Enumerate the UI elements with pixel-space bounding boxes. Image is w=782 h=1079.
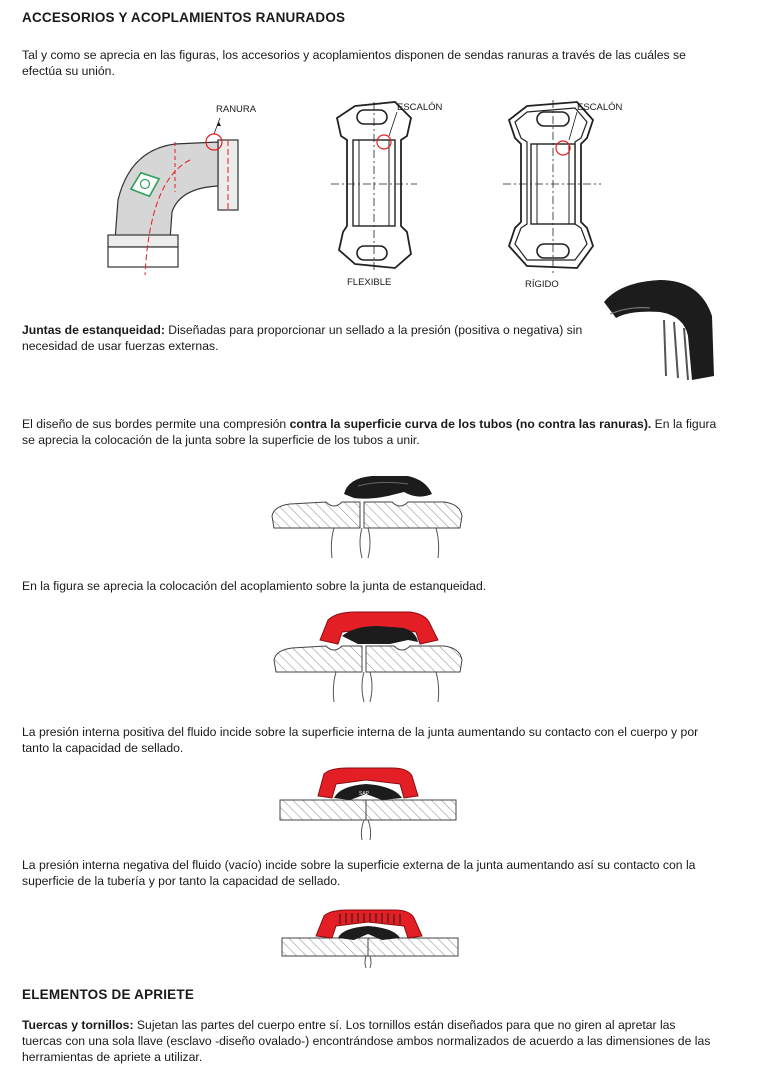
positive-pressure-figure [274, 762, 464, 840]
juntas-term: Juntas de estanqueidad: [22, 323, 165, 337]
escalon-flexible-label: ESCALÓN [397, 102, 443, 113]
bordes-lead: El diseño de sus bordes permite una compresión [22, 417, 290, 431]
presion-positiva-paragraph: La presión interna positiva del fluido incide sobre la superficie interna de la junta aumentando su contacto con el cuerpo y por tanto la capacidad de sellado. [22, 725, 699, 755]
juntas-text: Diseñadas para proporcionar un sellado a la presión (positiva o negativa) sin necesidad de usar fuerzas externas. [22, 323, 583, 353]
apriete-heading: ELEMENTOS DE APRIETE [22, 987, 195, 1002]
gasket-3d-figure [600, 276, 720, 386]
coupling-over-gasket-figure [270, 606, 468, 702]
presion-negativa-paragraph: La presión interna negativa del fluido (vacío) incide sobre la superficie externa de la junta aumentando así su contacto con la superficie de la tubería y por tanto la capacidad de sellado. [22, 858, 696, 888]
juntas-paragraph [22, 322, 607, 354]
bordes-bold: contra la superficie curva de los tubos (no contra las ranuras). [289, 417, 652, 431]
bordes-rest: En la figura se aprecia la colocación de la junta sobre la superficie de los tubos a unir. [22, 417, 717, 447]
intro-paragraph: Tal y como se aprecia en las figuras, los accesorios y acoplamientos disponen de sendas ranuras a través de las cuáles se efectúa su unión. [22, 48, 686, 78]
svg-text:SAP: SAP [359, 791, 370, 797]
tuercas-term: Tuercas y tornillos: [22, 1018, 134, 1032]
bordes-paragraph [22, 416, 722, 448]
escalon-rigido-label: ESCALÓN [577, 102, 623, 113]
elbow-fitting-figure [100, 100, 260, 280]
ranura-label: RANURA [216, 104, 257, 115]
page-title: ACCESORIOS Y ACOPLAMIENTOS RANURADOS [22, 10, 346, 25]
tuercas-text: Sujetan las partes del cuerpo entre sí. Los tornillos están diseñados para que no giren al apretar las tuercas con una sola llave (esclavo -diseño ovalado-) encontrándose ambos normalizados de acuerdo a las dimensiones de las herramientas de apriete a utilizar. [22, 1018, 711, 1064]
flexible-coupling-figure [325, 96, 465, 296]
rigido-label: RÍGIDO [525, 279, 559, 290]
negative-pressure-figure [276, 906, 464, 970]
flexible-label: FLEXIBLE [347, 277, 392, 288]
rigid-coupling-figure [497, 94, 647, 298]
tuercas-paragraph [22, 1017, 712, 1065]
acoplamiento-paragraph: En la figura se aprecia la colocación del acoplamiento sobre la junta de estanqueidad. [22, 579, 487, 593]
gasket-on-pipes-figure [268, 466, 468, 558]
